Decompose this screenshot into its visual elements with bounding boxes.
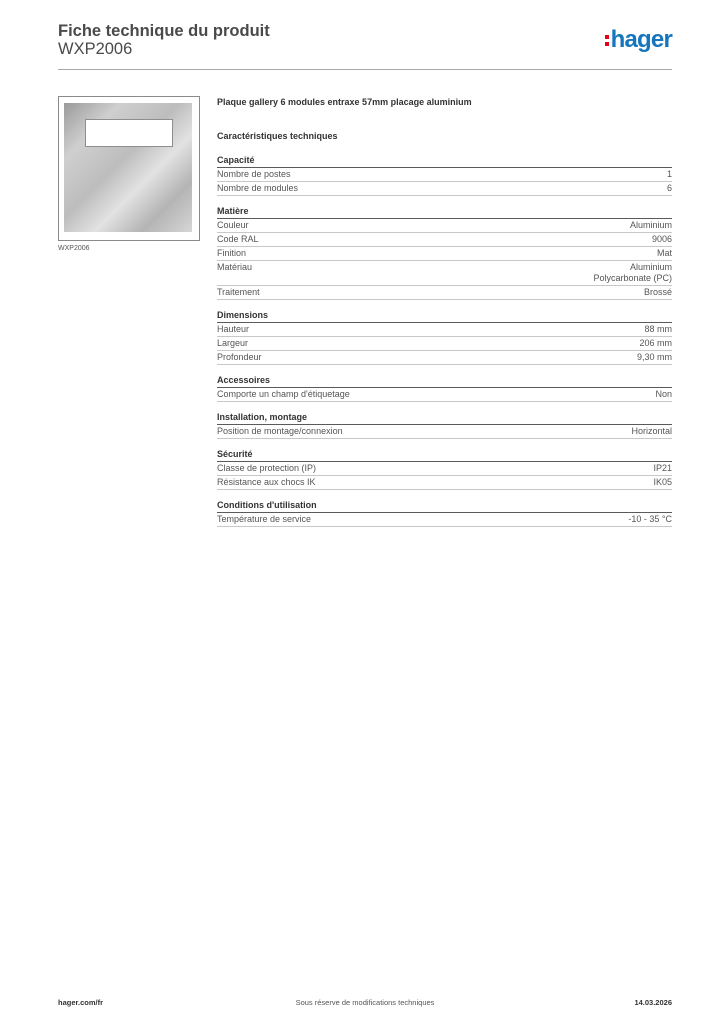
spec-row <box>217 168 672 182</box>
document-title: Fiche technique du produit <box>58 22 270 40</box>
spec-row <box>217 462 672 476</box>
product-name: Plaque gallery 6 modules entraxe 57mm placage aluminium <box>217 97 472 107</box>
spec-row <box>217 286 672 300</box>
spec-label: Code RAL <box>217 234 259 244</box>
spec-value: 6 <box>666 183 672 193</box>
spec-value: -10 - 35 °C <box>628 514 672 524</box>
section-title: Capacité <box>217 155 672 168</box>
spec-label: Matériau <box>217 262 253 272</box>
section-dimensions <box>217 310 672 365</box>
spec-label: Classe de protection (IP) <box>217 463 317 473</box>
spec-label: Nombre de postes <box>217 169 291 179</box>
spec-label: Largeur <box>217 338 249 348</box>
spec-value: Horizontal <box>631 426 672 436</box>
spec-value: Brossé <box>643 287 672 297</box>
spec-row <box>217 337 672 351</box>
spec-row <box>217 219 672 233</box>
technical-characteristics-heading: Caractéristiques techniques <box>217 131 338 141</box>
section-matiere <box>217 206 672 300</box>
spec-label: Hauteur <box>217 324 250 334</box>
logo-text: hager <box>610 26 672 53</box>
spec-label: Position de montage/connexion <box>217 426 343 436</box>
spec-value: IK05 <box>653 477 672 487</box>
spec-row <box>217 425 672 439</box>
section-title: Sécurité <box>217 449 672 462</box>
page-footer <box>58 998 672 1010</box>
spec-value-line: Aluminium <box>629 262 672 272</box>
section-installation-montage <box>217 412 672 439</box>
spec-label: Résistance aux chocs IK <box>217 477 316 487</box>
spec-row <box>217 351 672 365</box>
footer-notice: Sous réserve de modifications techniques <box>295 998 435 1007</box>
section-accessoires <box>217 375 672 402</box>
aluminium-plate-picture <box>64 103 192 232</box>
spec-value: 206 mm <box>639 338 672 348</box>
section-title: Installation, montage <box>217 412 672 425</box>
footer-date: 14.03.2026 <box>634 998 672 1007</box>
spec-value: 88 mm <box>644 324 672 334</box>
spec-row <box>217 261 672 286</box>
footer-website: hager.com/fr <box>58 998 104 1007</box>
product-reference: WXP2006 <box>58 40 133 58</box>
spec-value: Non <box>655 389 672 399</box>
section-title: Conditions d'utilisation <box>217 500 672 513</box>
section-capacite <box>217 155 672 196</box>
product-image <box>58 96 200 241</box>
spec-value: 9,30 mm <box>636 352 672 362</box>
section-title: Dimensions <box>217 310 672 323</box>
spec-row <box>217 323 672 337</box>
spec-row <box>217 233 672 247</box>
section-title: Accessoires <box>217 375 672 388</box>
spec-value: Aluminium <box>629 220 672 230</box>
spec-row <box>217 388 672 402</box>
section-title: Matière <box>217 206 672 219</box>
spec-label: Couleur <box>217 220 249 230</box>
spec-value-line: Polycarbonate (PC) <box>593 273 672 283</box>
image-caption: WXP2006 <box>58 245 90 252</box>
specifications <box>217 96 672 527</box>
header-divider <box>58 69 672 70</box>
spec-value <box>593 262 672 284</box>
section-conditions-utilisation <box>217 500 672 527</box>
spec-row <box>217 513 672 527</box>
spec-value: 1 <box>666 169 672 179</box>
hager-logo <box>605 26 672 54</box>
spec-row <box>217 182 672 196</box>
page-header <box>58 20 672 70</box>
spec-row <box>217 476 672 490</box>
spec-label: Température de service <box>217 514 312 524</box>
spec-label: Profondeur <box>217 352 262 362</box>
spec-value: Mat <box>656 248 672 258</box>
spec-label: Nombre de modules <box>217 183 299 193</box>
section-securite <box>217 449 672 490</box>
spec-label: Finition <box>217 248 247 258</box>
spec-value: IP21 <box>653 463 672 473</box>
spec-value: 9006 <box>651 234 672 244</box>
logo-colon-icon <box>605 33 610 47</box>
spec-label: Traitement <box>217 287 260 297</box>
spec-row <box>217 247 672 261</box>
spec-label: Comporte un champ d'étiquetage <box>217 389 350 399</box>
plate-module-opening <box>85 119 173 147</box>
